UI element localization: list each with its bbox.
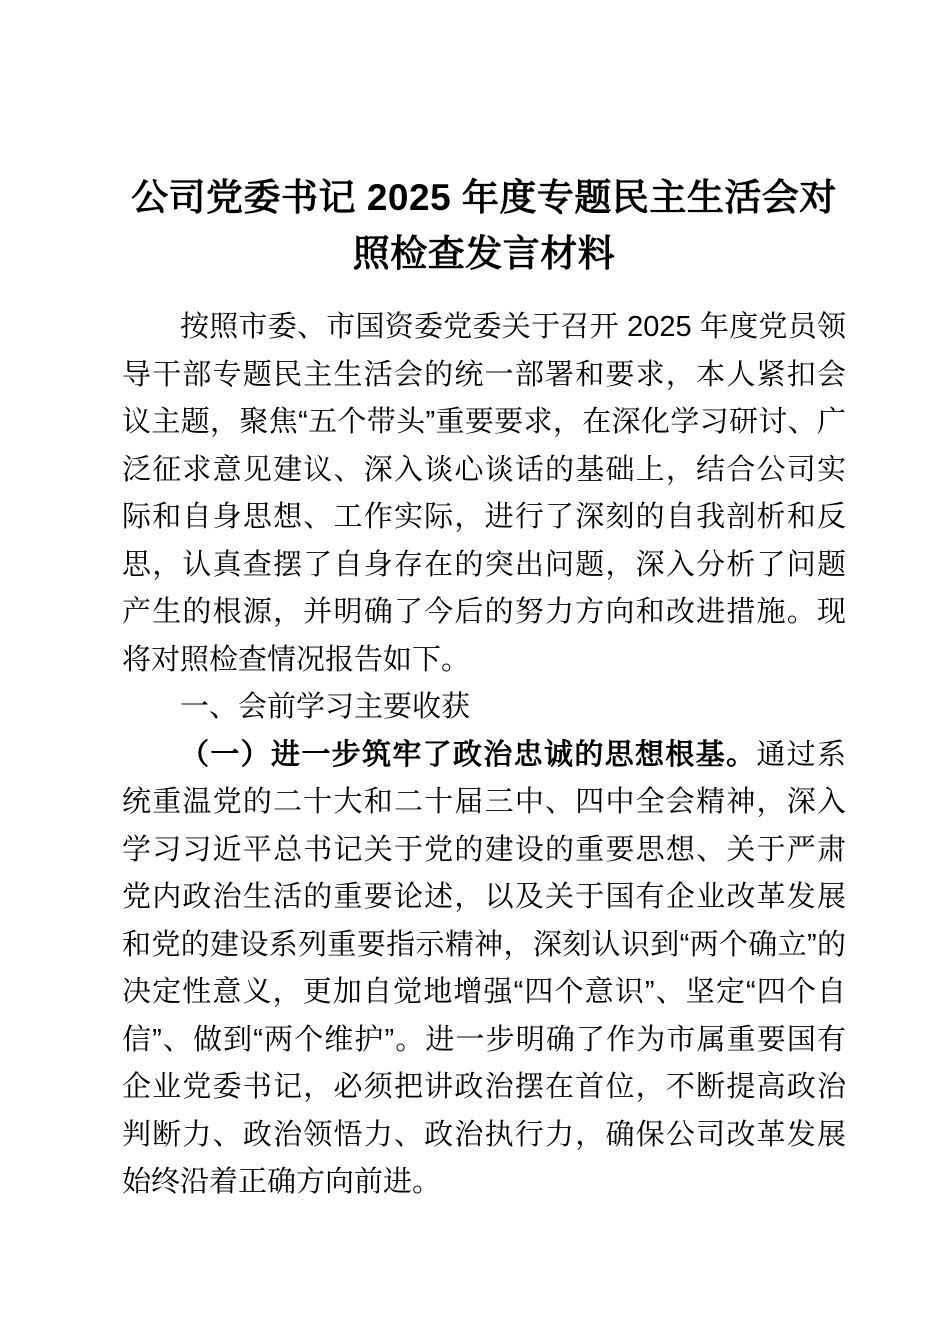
subsection-1-1-body-text: 通过系统重温党的二十大和二十届三中、四中全会精神，深入学习习近平总书记关于党的建设的重要思想、关于严肃党内政治生活的重要论述，以及关于国有企业改革发展和党的建设系列重要指示精神，深刻认识到“两个确立”的决定性意义，更加自觉地增强“四个意识”、坚定“四个自信”、做到“两个维护”。进一步明确了作为市属重要国有企业党委书记，必须把讲政治摆在首位，不断提高政治判断力、政治领悟力、政治执行力，确保公司改革发展始终沿着正确方向前进。 [122, 738, 846, 1198]
page-title [122, 160, 846, 282]
subsection-1-1-bold-lead: （一）进一步筑牢了政治忠诚的思想根基。 [180, 738, 757, 771]
subsection-1-1-paragraph [122, 732, 846, 1207]
title-body-spacer [122, 282, 846, 304]
opening-paragraph: 按照市委、市国资委党委关于召开 2025 年度党员领导干部专题民主生活会的统一部署和要求，本人紧扣会议主题，聚焦“五个带头”重要要求，在深化学习研讨、广泛征求意见建议、深入谈心谈话的基础上，结合公司实际和自身思想、工作实际，进行了深刻的自我剖析和反思，认真查摆了自身存在的突出问题，深入分析了问题产生的根源，并明确了今后的努力方向和改进措施。现将对照检查情况报告如下。 [122, 311, 846, 676]
page-title-text: 公司党委书记 2025 年度专题民主生活会对照检查发言材料 [131, 177, 837, 274]
document-content [122, 160, 846, 1207]
section-heading-1: 一、会前学习主要收获 [180, 691, 471, 723]
